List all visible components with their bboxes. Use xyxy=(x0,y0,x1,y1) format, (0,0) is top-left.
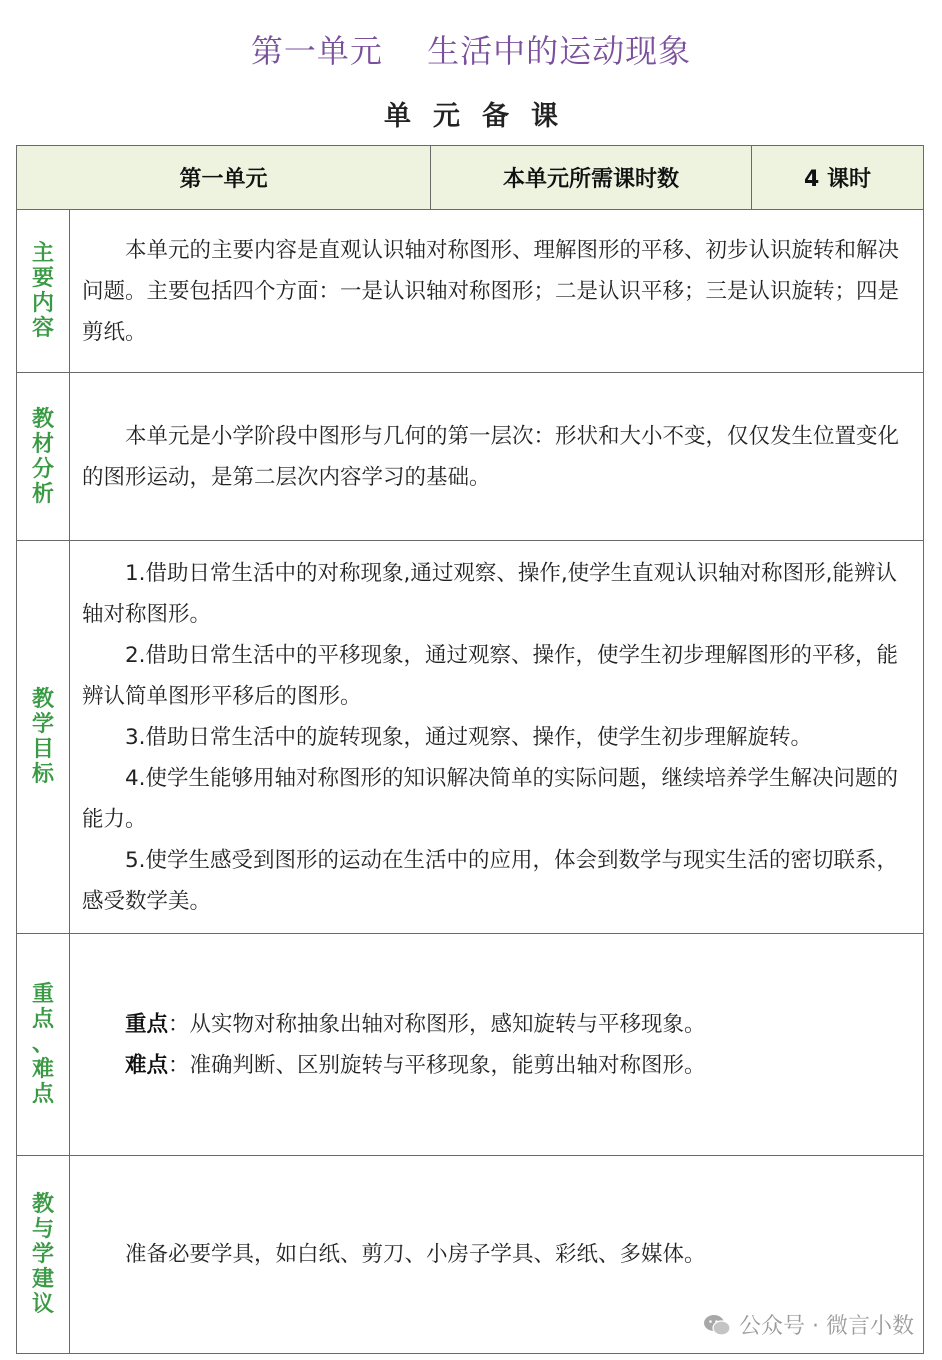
goal-item: 2.借助日常生活中的平移现象，通过观察、操作，使学生初步理解图形的平移，能辨认简单图形平移后的图形。 xyxy=(82,642,899,709)
hours-value-cell: 4 课时 xyxy=(752,146,924,210)
row-content-main-content: 本单元的主要内容是直观认识轴对称图形、理解图形的平移、初步认识旋转和解决问题。主要包括四个方面：一是认识轴对称图形；二是认识平移；三是认识旋转；四是剪纸。 xyxy=(70,210,924,373)
wechat-icon xyxy=(703,1314,731,1336)
goal-item: 5.使学生感受到图形的运动在生活中的应用，体会到数学与现实生活的密切联系，感受数学美。 xyxy=(82,847,899,914)
watermark xyxy=(703,1309,914,1340)
unit-plan-table xyxy=(16,145,924,1354)
page-title: 第一单元 生活中的运动现象 xyxy=(250,32,692,70)
row-label-teaching-goals: 教 学 目 标 xyxy=(17,541,70,934)
difficult-point-text: ：准确判断、区别旋转与平移现象，能剪出轴对称图形。 xyxy=(168,1052,706,1078)
difficult-point-label: 难点 xyxy=(125,1052,169,1078)
row-label-material-analysis: 教 材 分 析 xyxy=(17,373,70,541)
row-label-suggestions: 教 与 学 建 议 xyxy=(17,1156,70,1354)
row-content-suggestions: 准备必要学具，如白纸、剪刀、小房子学具、彩纸、多媒体。 xyxy=(70,1156,924,1354)
row-content-key-difficult xyxy=(70,934,924,1156)
table-row-key-difficult xyxy=(17,934,924,1156)
row-content-material-analysis: 本单元是小学阶段中图形与几何的第一层次：形状和大小不变，仅仅发生位置变化的图形运动，是第二层次内容学习的基础。 xyxy=(70,373,924,541)
table-row-main-content xyxy=(17,210,924,373)
unit-name-cell: 第一单元 xyxy=(17,146,431,210)
page-subtitle: 单元备课 xyxy=(384,101,580,132)
row-label-main-content: 主 要 内 容 xyxy=(17,210,70,373)
row-label-key-difficult: 重 点 、 难 点 xyxy=(17,934,70,1156)
key-point-text: ：从实物对称抽象出轴对称图形，感知旋转与平移现象。 xyxy=(168,1011,706,1037)
table-row-material-analysis xyxy=(17,373,924,541)
goal-item: 3.借助日常生活中的旋转现象，通过观察、操作，使学生初步理解旋转。 xyxy=(125,724,813,750)
table-row-teaching-goals xyxy=(17,541,924,934)
goal-item: 4.使学生能够用轴对称图形的知识解决简单的实际问题，继续培养学生解决问题的能力。 xyxy=(82,765,899,832)
hours-label-cell: 本单元所需课时数 xyxy=(431,146,752,210)
goal-item: 1.借助日常生活中的对称现象,通过观察、操作,使学生直观认识轴对称图形,能辨认轴对称图形。 xyxy=(82,560,898,627)
row-content-teaching-goals xyxy=(70,541,924,934)
table-header-row xyxy=(17,146,924,210)
key-point-label: 重点 xyxy=(125,1011,169,1037)
watermark-text: 公众号 · 微言小数 xyxy=(739,1314,914,1339)
